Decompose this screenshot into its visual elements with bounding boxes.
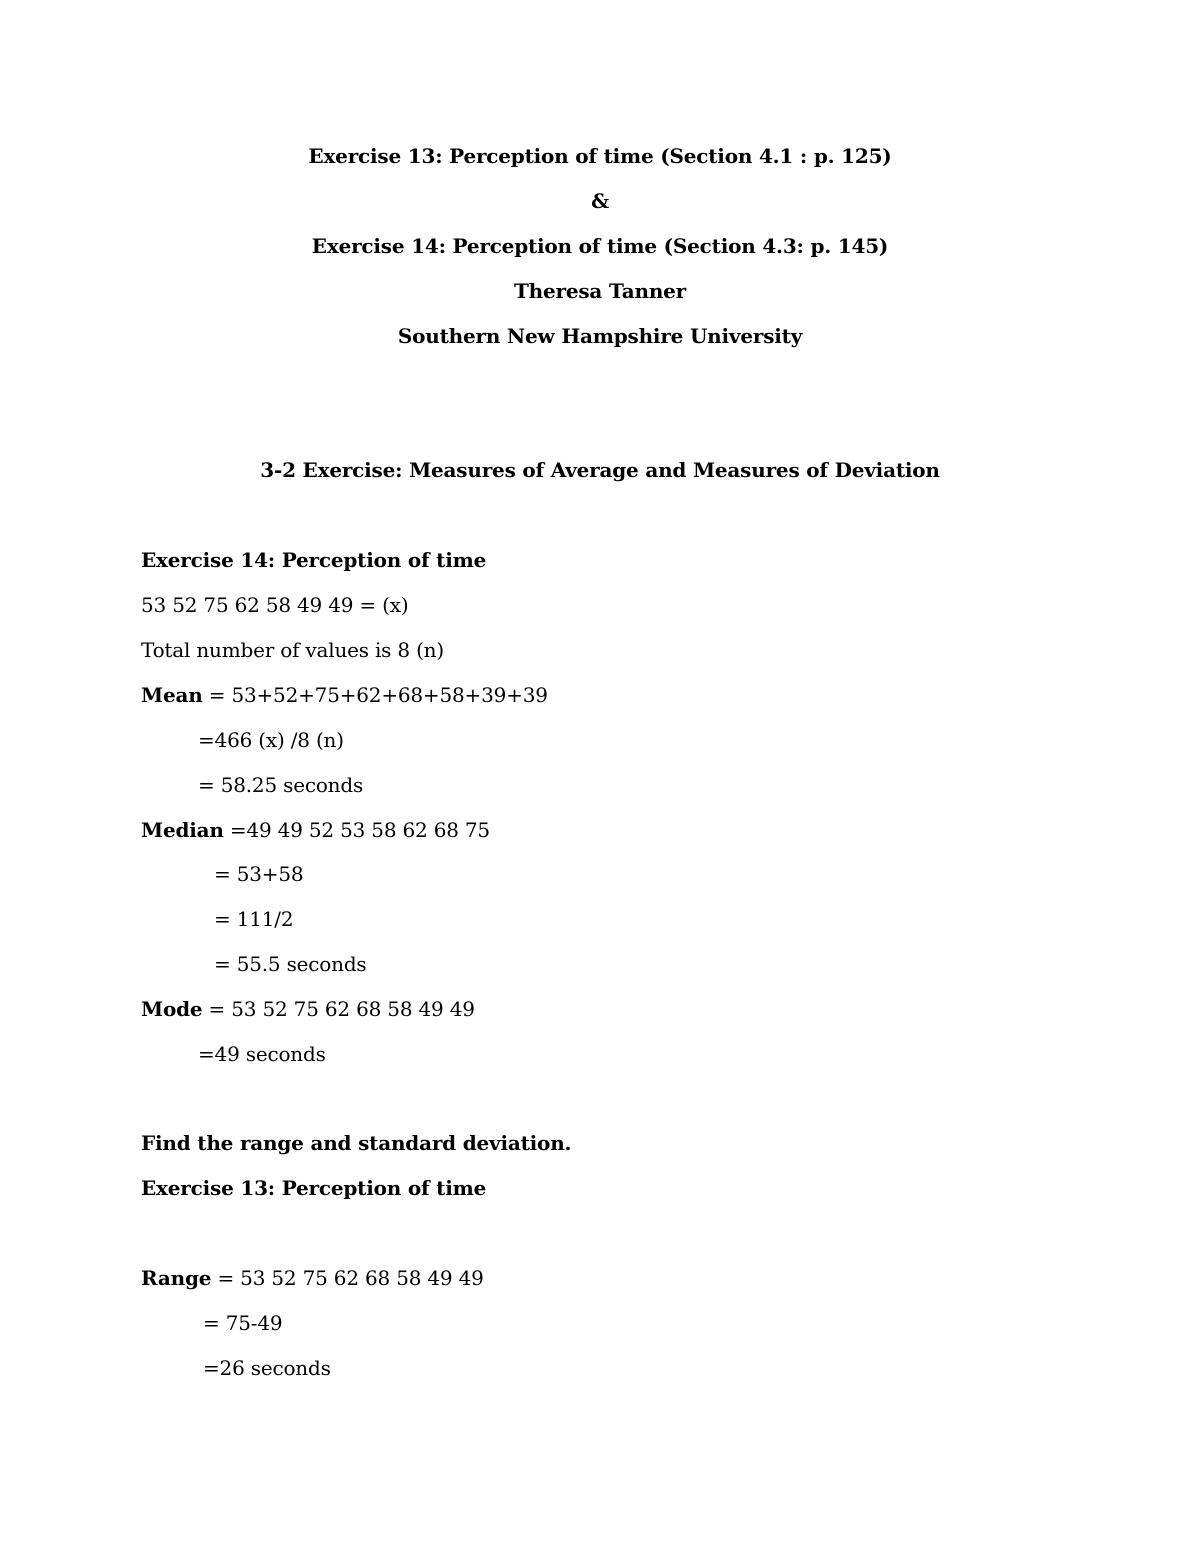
institution-name: Southern New Hampshire University: [397, 324, 803, 348]
mean-expression: = 53+52+75+62+68+58+39+39: [202, 683, 548, 707]
author-name: Theresa Tanner: [513, 279, 687, 303]
title-ampersand: &: [591, 189, 609, 213]
median-step-3: = 55.5 seconds: [214, 952, 367, 976]
median-line: [141, 816, 490, 844]
range-label: Range: [141, 1266, 212, 1290]
title-line-2: Exercise 14: Perception of time (Section 4.3: p. 145): [311, 234, 889, 258]
mean-step-2: = 58.25 seconds: [198, 773, 364, 797]
mean-line: [141, 681, 548, 709]
range-expression: = 53 52 75 62 68 58 49 49: [211, 1266, 484, 1290]
range-line: [141, 1264, 484, 1292]
median-expression: =49 49 52 53 58 62 68 75: [223, 818, 490, 842]
range-step-1: = 75-49: [203, 1311, 283, 1335]
count-line: Total number of values is 8 (n): [141, 638, 444, 662]
range-step-2: =26 seconds: [203, 1356, 331, 1380]
exercise-13-heading: Exercise 13: Perception of time: [141, 1176, 487, 1200]
mode-label: Mode: [141, 997, 203, 1021]
median-label: Median: [141, 818, 224, 842]
mode-line: [141, 995, 475, 1023]
median-step-1: = 53+58: [214, 862, 304, 886]
title-line-1: Exercise 13: Perception of time (Section 4.1 : p. 125): [308, 144, 892, 168]
median-step-2: = 111/2: [214, 907, 294, 931]
range-section-heading: Find the range and standard deviation.: [141, 1131, 572, 1155]
mode-expression: = 53 52 75 62 68 58 49 49: [202, 997, 475, 1021]
mode-step-1: =49 seconds: [198, 1042, 326, 1066]
exercise-14-heading: Exercise 14: Perception of time: [141, 548, 487, 572]
section-heading: 3-2 Exercise: Measures of Average and Measures of Deviation: [260, 458, 940, 482]
values-line: 53 52 75 62 58 49 49 = (x): [141, 593, 409, 617]
mean-label: Mean: [141, 683, 203, 707]
mean-step-1: =466 (x) /8 (n): [198, 728, 344, 752]
